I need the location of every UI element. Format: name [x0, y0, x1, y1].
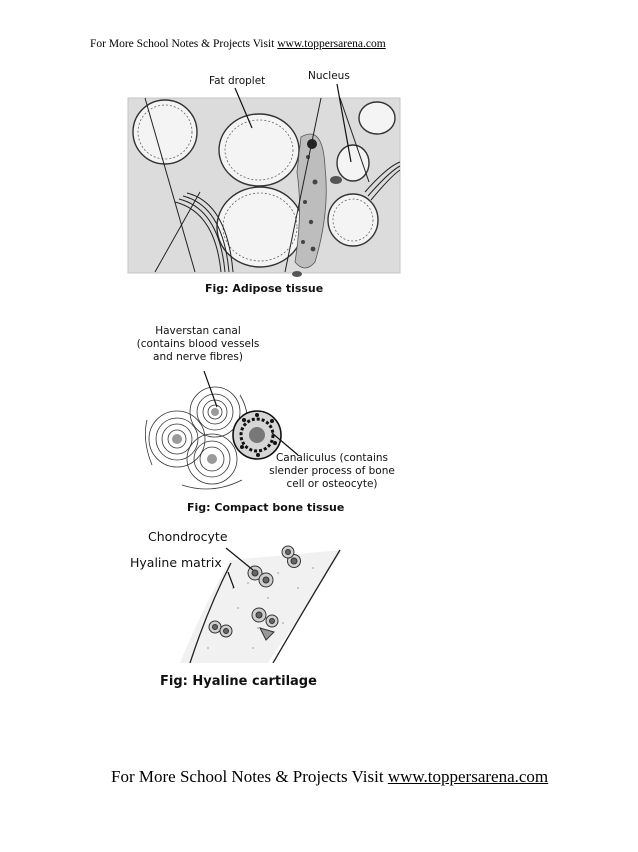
- cartilage-caption: Fig: Hyaline cartilage: [160, 674, 317, 689]
- cartilage-figure: [128, 528, 358, 698]
- footer-text: For More School Notes & Projects Visit: [111, 767, 388, 786]
- fat-droplet-label: Fat droplet: [209, 75, 266, 87]
- hyaline-cartilage-drawing: [128, 528, 358, 663]
- bone-caption: Fig: Compact bone tissue: [187, 501, 345, 514]
- page-header: [90, 38, 386, 50]
- adipose-tissue-drawing: [125, 62, 405, 302]
- page-footer: [111, 767, 548, 787]
- haversian-line-2: (contains blood vessels: [136, 338, 260, 351]
- canaliculus-line-3: cell or osteocyte): [286, 478, 378, 491]
- haversian-line-1: Haverstan canal: [155, 325, 241, 337]
- header-link[interactable]: www.toppersarena.com: [277, 38, 386, 50]
- haversian-line-3: and nerve fibres): [153, 351, 243, 364]
- canaliculus-line-1: Canaliculus (contains: [275, 452, 389, 464]
- bone-figure: [112, 325, 412, 520]
- adipose-caption: Fig: Adipose tissue: [205, 282, 324, 295]
- adipose-figure: [125, 62, 405, 302]
- canaliculus-line-2: slender process of bone: [269, 465, 395, 478]
- nucleus-label: Nucleus: [308, 70, 350, 82]
- hyaline-matrix-label: Hyaline matrix: [130, 555, 222, 570]
- header-text: For More School Notes & Projects Visit: [90, 38, 278, 50]
- canaliculus-label: [252, 452, 412, 491]
- footer-link[interactable]: www.toppersarena.com: [387, 767, 549, 786]
- chondrocyte-label: Chondrocyte: [148, 529, 228, 544]
